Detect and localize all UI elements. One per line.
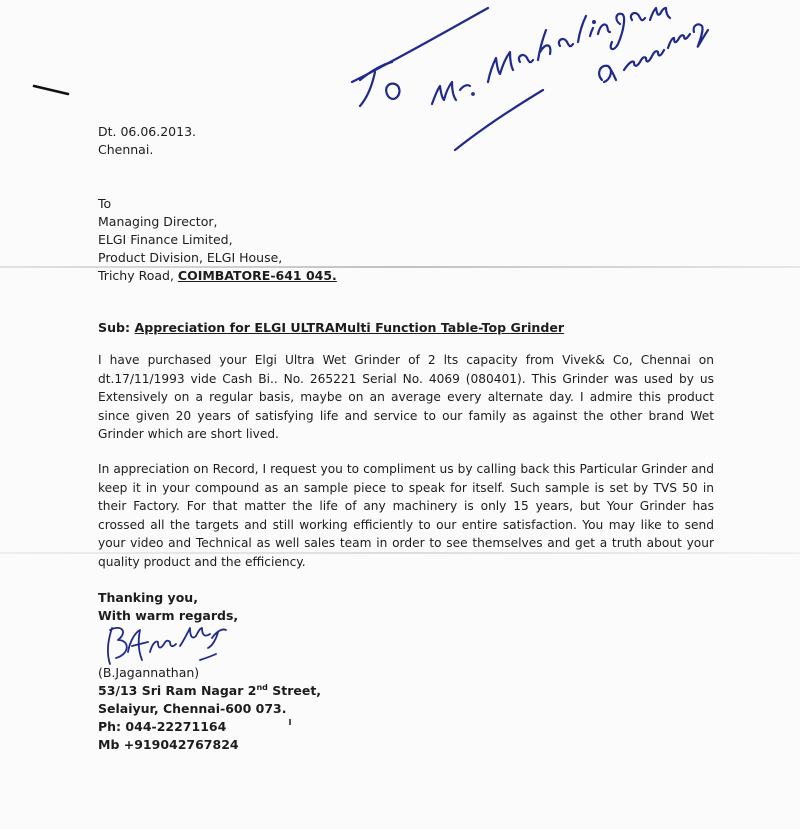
sender-address-line-1 — [98, 683, 321, 699]
sender-mobile-number: +919042767824 — [123, 737, 239, 752]
subject-line — [98, 320, 564, 336]
recipient-city: COIMBATORE-641 045. — [177, 268, 337, 283]
recipient-address — [98, 268, 337, 284]
sender-street-ordinal: nd — [256, 682, 268, 692]
recipient-title: Managing Director, — [98, 214, 218, 229]
sender-mobile-label: Mb — [98, 737, 124, 752]
sender-phone — [98, 719, 226, 735]
sender-phone-label: Ph: — [98, 719, 126, 734]
recipient-company: ELGI Finance Limited, — [98, 232, 233, 247]
pen-underline-bottom — [455, 90, 543, 150]
subject-text: Appreciation for ELGI ULTRAMulti Function Table-Top Grinder — [134, 320, 565, 335]
body-paragraph-1: I have purchased your Elgi Ultra Wet Grinder of 2 lts capacity from Vivek& Co, Chennai on dt.17/11/1993 vide Cash Bi.. No. 265221 Serial No. 4069 (080401). This Grinder was used by us Extensively on a regular basis, maybe on an average every alternate day. I admire this product since given 20 years of satisfying life and service to our family as against the other brand Wet Grinder which are short lived. — [98, 353, 714, 442]
pen-letter-o — [386, 84, 399, 99]
sender-phone-number: 044-22271164 — [125, 719, 227, 734]
sender-street-suffix: Street, — [267, 683, 322, 698]
pen-underline-top — [352, 8, 488, 82]
sender-name: (B.Jagannathan) — [98, 665, 200, 680]
closing-regards: With warm regards, — [98, 608, 239, 623]
sender-address-line-2: Selaiyur, Chennai-600 073. — [98, 701, 287, 716]
recipient-to: To — [98, 196, 112, 211]
sender-mobile — [98, 737, 239, 753]
pen-letter-T — [360, 62, 392, 80]
letter-date: Dt. 06.06.2013. — [98, 124, 197, 139]
pen-initials — [599, 66, 616, 82]
subject-label: Sub: — [98, 320, 135, 335]
body-paragraph-2: In appreciation on Record, I request you to compliment us by calling back this Particular Grinder and keep it in your compound as an sample piece to speak for itself. Such sample is set by TVS 50 in their Factory. For that matter the life of any machinery is only 15 years, but Your Grinder has crossed all the targets and still working efficiently to our entire satisfaction. You may like to send your video and Technical as well sales team in order to see themselves and get a truth about your quality product and the efficiency. — [98, 462, 714, 569]
stray-dot-mark — [289, 719, 291, 725]
recipient-road: Trichy Road, — [98, 268, 178, 283]
recipient-division: Product Division, ELGI House, — [98, 250, 283, 265]
stray-pen-mark — [34, 86, 68, 94]
sender-street: 53/13 Sri Ram Nagar 2 — [98, 683, 257, 698]
letter-place: Chennai. — [98, 142, 154, 157]
closing-thanks: Thanking you, — [98, 590, 198, 605]
